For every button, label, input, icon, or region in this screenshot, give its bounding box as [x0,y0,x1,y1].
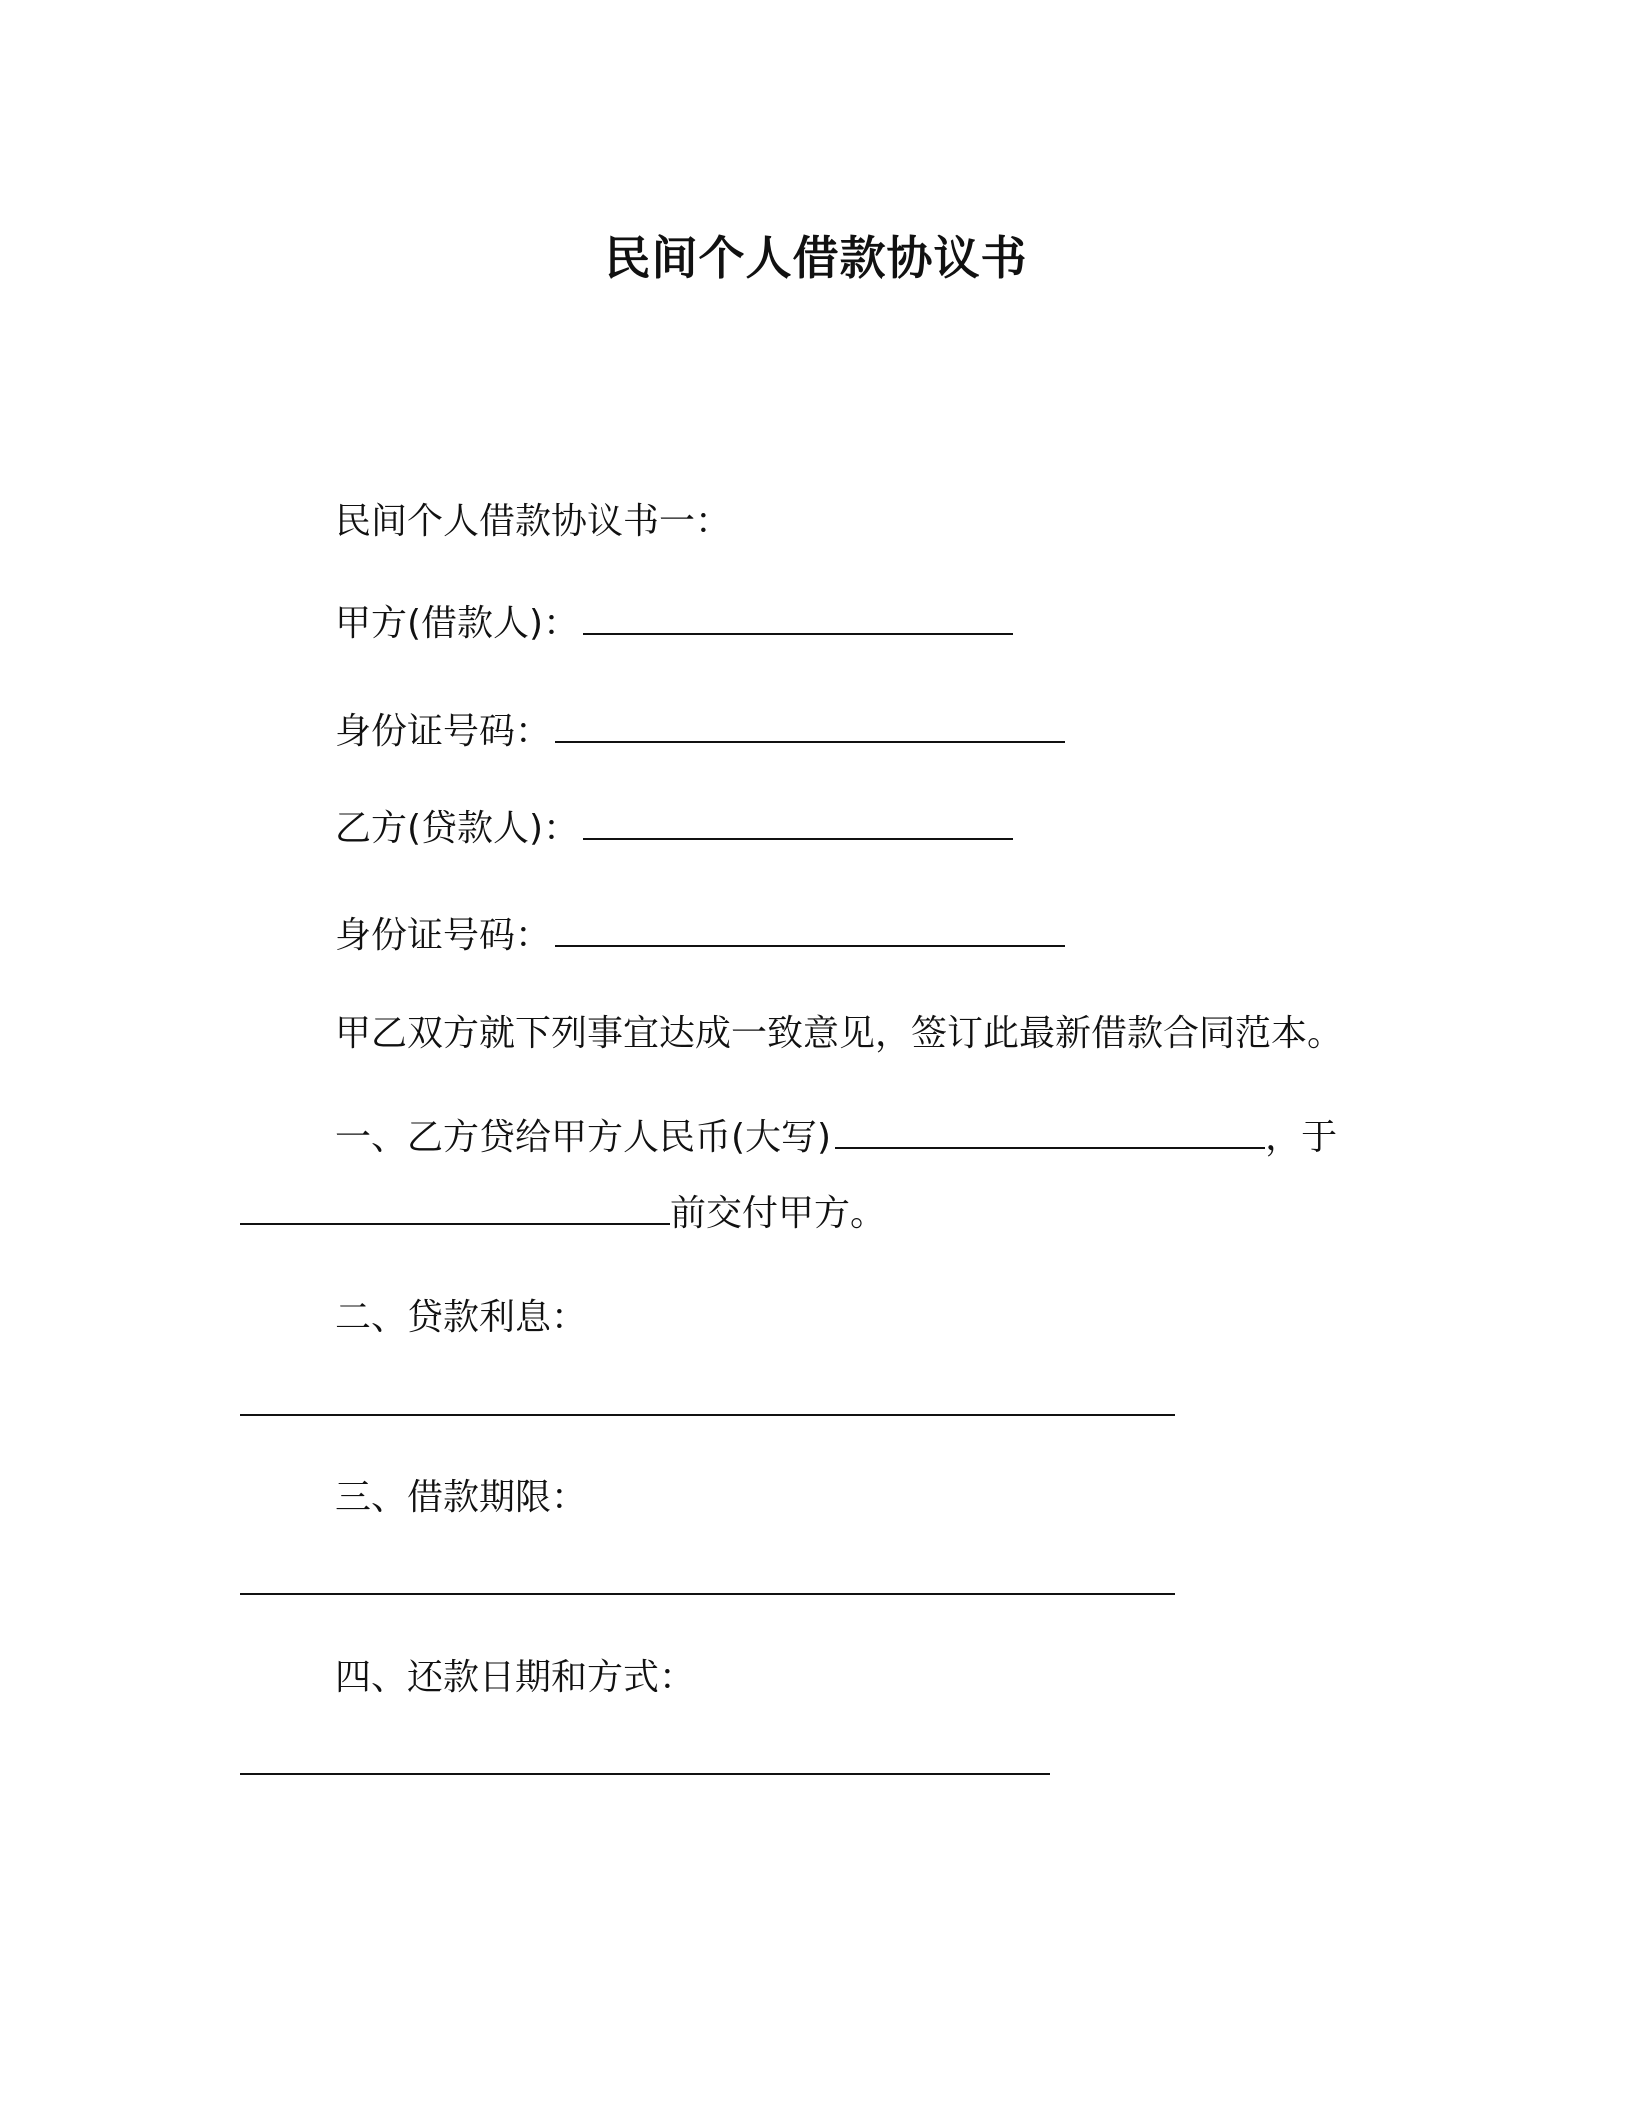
repayment-blank[interactable] [240,1743,1050,1775]
party-b-row [335,807,1013,851]
clause-2-heading: 二、贷款利息： [335,1297,588,1338]
amount-blank[interactable] [835,1117,1265,1149]
document-subtitle: 民间个人借款协议书一： [335,501,732,542]
term-blank[interactable] [240,1563,1175,1595]
clause-4-heading: 四、还款日期和方式： [335,1657,696,1698]
clause-1-line-2 [240,1192,886,1236]
agreement-intro: 甲乙双方就下列事宜达成一致意见，签订此最新借款合同范本。 [335,1013,1344,1054]
party-a-blank[interactable] [583,603,1013,635]
party-b-id-blank[interactable] [555,915,1065,947]
party-b-id-row [335,914,1065,958]
party-a-label: 甲方(借款人)： [335,603,580,644]
document-title: 民间个人借款协议书 [604,231,1028,285]
party-a-id-row [335,710,1065,754]
delivery-date-blank[interactable] [240,1193,670,1225]
party-b-id-label: 身份证号码： [335,915,552,956]
interest-blank[interactable] [240,1384,1175,1416]
clause-2-blank-row [240,1383,1175,1427]
clause-4-blank-row [240,1742,1050,1786]
party-b-blank[interactable] [583,808,1013,840]
clause-1-tail: 前交付甲方。 [670,1193,887,1234]
party-a-id-label: 身份证号码： [335,711,552,752]
clause-3-heading: 三、借款期限： [335,1477,588,1518]
clause-1-text: 一、乙方贷给甲方人民币(大写) [335,1117,832,1158]
party-a-row [335,602,1013,646]
party-a-id-blank[interactable] [555,711,1065,743]
clause-3-blank-row [240,1562,1175,1606]
clause-1-line-1 [335,1116,1337,1160]
party-b-label: 乙方(贷款人)： [335,808,580,849]
clause-1-comma: ，于 [1265,1117,1338,1158]
